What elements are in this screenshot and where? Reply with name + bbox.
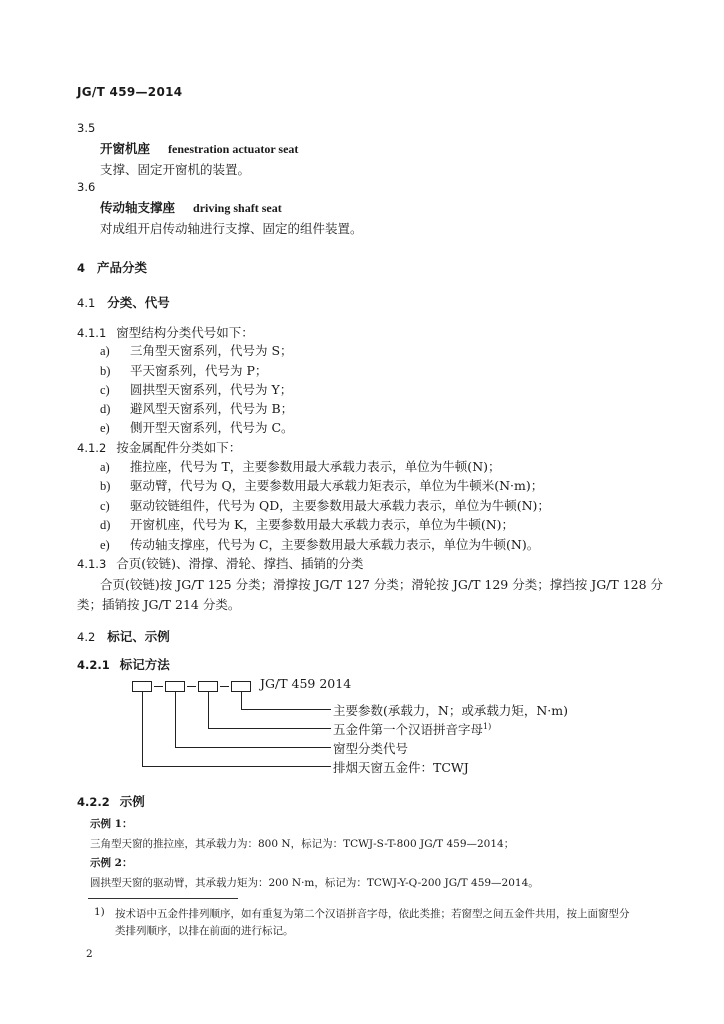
leader-vertical [208, 692, 209, 728]
label-pinyin-initial: 五金件第一个汉语拼音字母$^{1)}$ [333, 721, 492, 737]
footnote-line: 按术语中五金件排列顺序，如有重复为第二个汉语拼音字母，依此类推；若窗型之间五金件共用，按上面窗型分 [115, 908, 630, 920]
section-title: 窗型结构分类代号如下： [116, 325, 254, 340]
section-title: 示例 [119, 794, 145, 809]
list-item: e) 侧开型天窗系列，代号为 C。 [100, 420, 294, 435]
section-number: 4 [77, 261, 86, 275]
term-cn: 传动轴支撑座 [100, 200, 176, 215]
example-1-label: 示例 1： [90, 818, 133, 830]
leader-vertical [142, 692, 143, 766]
paragraph-line: 合页(铰链)按 JG/T 125 分类；滑撑按 JG/T 127 分类；滑轮按 JG/T 129 分类；撑挡按 JG/T 128 分 [100, 577, 664, 592]
section-heading-4 [77, 258, 147, 276]
code-box-3 [198, 681, 218, 692]
footnote-divider [88, 898, 238, 899]
section-title: 合页(铰链)、滑撑、滑轮、撑挡、插销的分类 [116, 556, 364, 571]
example-1-text: 三角型天窗的推拉座，其承载力为：800 N，标记为：TCWJ-S-T-800 JG/T 459—2014； [90, 838, 515, 850]
list-item: e) 传动轴支撑座，代号为 C，主要参数用最大承载力表示，单位为牛顿(N)。 [100, 537, 540, 552]
standard-code: JG/T 459 2014 [260, 676, 352, 691]
page-number: 2 [86, 948, 93, 960]
separator-dash [220, 686, 229, 687]
leader-horizontal [241, 709, 331, 710]
list-item: a) 三角型天窗系列，代号为 S； [100, 343, 293, 358]
section-number: 4.1 [77, 296, 96, 310]
label-window-type-code: 窗型分类代号 [333, 741, 409, 756]
section-heading-4-2 [77, 627, 170, 645]
section-number-3-6: 3.6 [77, 180, 96, 194]
section-heading-4-1-2 [77, 438, 241, 456]
footnote-number: 1) [94, 906, 105, 918]
section-number: 4.1.2 [77, 441, 107, 455]
leader-horizontal [208, 728, 331, 729]
example-2-text: 圆拱型天窗的驱动臂，其承载力矩为：200 N·m，标记为：TCWJ-Y-Q-200 JG/T 459—2014。 [90, 877, 539, 889]
code-box-4 [231, 681, 251, 692]
example-2-label: 示例 2： [90, 857, 133, 869]
code-box-2 [165, 681, 185, 692]
term-en: fenestration actuator seat [168, 142, 299, 156]
leader-vertical [241, 692, 242, 709]
list-item: c) 驱动铰链组件，代号为 QD，主要参数用最大承载力表示，单位为牛顿(N)； [100, 498, 550, 513]
section-title: 分类、代号 [107, 295, 170, 310]
list-item: d) 开窗机座，代号为 K，主要参数用最大承载力表示，单位为牛顿(N)； [100, 517, 515, 532]
list-item: b) 驱动臂，代号为 Q，主要参数用最大承载力矩表示，单位为牛顿米(N·m)； [100, 478, 544, 493]
paragraph-line: 类；插销按 JG/T 214 分类。 [77, 597, 241, 612]
section-number-3-5: 3.5 [77, 121, 96, 135]
section-title: 标记、示例 [107, 629, 170, 644]
list-item: c) 圆拱型天窗系列，代号为 Y； [100, 382, 293, 397]
label-main-parameter: 主要参数(承载力，N；或承载力矩，N·m) [333, 703, 568, 718]
section-number: 4.2.1 [77, 658, 110, 672]
definition-3-5: 支撑、固定开窗机的装置。 [100, 162, 251, 177]
section-heading-4-1-3 [77, 554, 364, 572]
leader-horizontal [175, 747, 331, 748]
leader-horizontal [142, 766, 331, 767]
term-3-6 [100, 198, 282, 216]
term-cn: 开窗机座 [100, 141, 151, 156]
section-number: 4.2.2 [77, 795, 110, 809]
code-box-1 [132, 681, 152, 692]
list-item: a) 推拉座，代号为 T，主要参数用最大承载力表示，单位为牛顿(N)； [100, 459, 501, 474]
section-heading-4-2-1 [77, 655, 170, 673]
section-number: 4.1.3 [77, 557, 107, 571]
section-heading-4-1-1 [77, 323, 254, 341]
standard-code-header: JG/T 459—2014 [77, 85, 183, 99]
separator-dash [187, 686, 196, 687]
list-item: d) 避风型天窗系列，代号为 B； [100, 401, 294, 416]
label-product-code: 排烟天窗五金件：TCWJ [333, 760, 469, 775]
section-number: 4.2 [77, 630, 96, 644]
section-heading-4-1 [77, 293, 170, 311]
term-3-5 [100, 139, 298, 157]
leader-vertical [175, 692, 176, 747]
section-number: 4.1.1 [77, 326, 107, 340]
section-heading-4-2-2 [77, 792, 145, 810]
section-title: 产品分类 [97, 260, 148, 275]
definition-3-6: 对成组开启传动轴进行支撑、固定的组件装置。 [100, 221, 363, 236]
section-title: 标记方法 [119, 657, 170, 672]
separator-dash [154, 686, 163, 687]
term-en: driving shaft seat [193, 201, 282, 215]
marking-diagram [128, 678, 598, 778]
footnote-ref: 1) [483, 721, 492, 731]
footnote-line: 类排列顺序，以排在前面的进行标记。 [115, 925, 294, 937]
list-item: b) 平天窗系列，代号为 P； [100, 363, 268, 378]
section-title: 按金属配件分类如下： [116, 440, 242, 455]
